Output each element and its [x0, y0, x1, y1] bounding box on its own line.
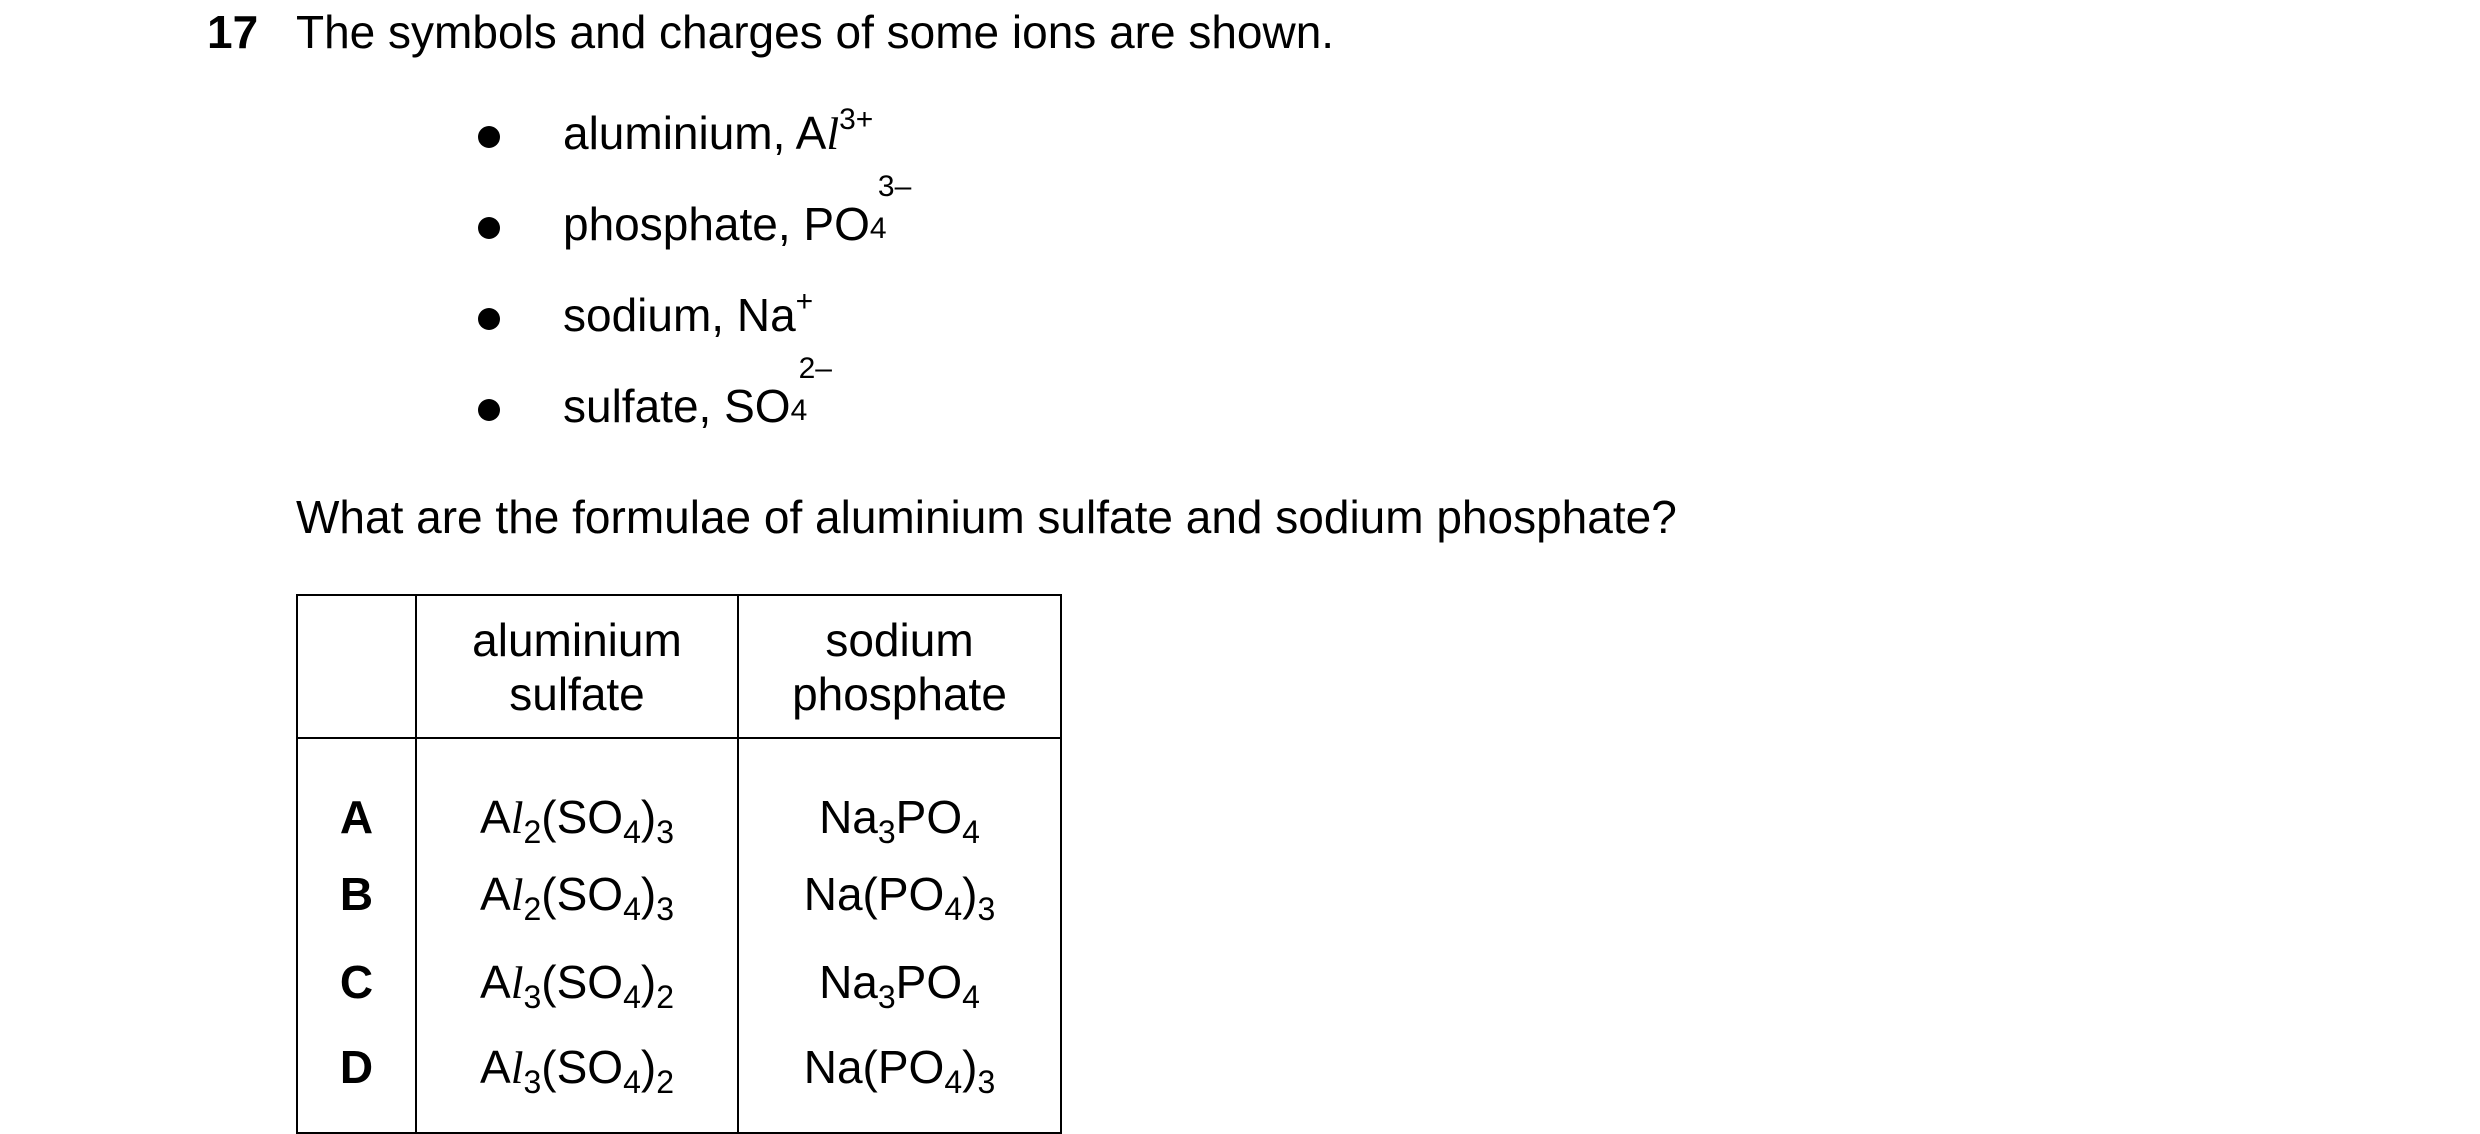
ion-name: aluminium,	[563, 107, 796, 159]
ion-text	[563, 285, 813, 345]
formula-aluminium-sulfate: $Al_3(SO_4)_2$	[416, 1026, 738, 1133]
formula-sodium-phosphate: $Na_3PO_4$	[738, 938, 1061, 1026]
option-key[interactable]: A	[297, 738, 416, 850]
header-sodium-phosphate	[738, 595, 1061, 738]
ion-subsup	[869, 170, 912, 245]
ion-name: sulfate,	[563, 380, 725, 432]
ion-name: sodium,	[563, 289, 737, 341]
bullet-icon	[478, 126, 500, 148]
bullet-icon	[478, 399, 500, 421]
bullet-icon	[478, 308, 500, 330]
ion-symbol: PO	[803, 198, 870, 250]
ion-charge: 3+	[839, 102, 874, 136]
question-number: 17	[207, 6, 259, 58]
option-key[interactable]: B	[297, 850, 416, 938]
ion-name: phosphate,	[563, 198, 804, 250]
header-text: aluminium	[472, 613, 682, 666]
ion-symbol-italic: l	[826, 108, 840, 159]
question-stem: The symbols and charges of some ions are shown.	[296, 6, 1335, 58]
header-aluminium-sulfate	[416, 595, 738, 738]
ion-text	[563, 103, 873, 164]
header-text: sodium	[825, 613, 974, 666]
ion-subscript: 4	[869, 212, 887, 245]
formula-aluminium-sulfate: $Al_3(SO_4)_2$	[416, 938, 738, 1026]
table-row-a[interactable]	[297, 738, 1061, 850]
table-row-d[interactable]	[297, 1026, 1061, 1133]
question-prompt: What are the formulae of aluminium sulfate and sodium phosphate?	[296, 491, 1677, 543]
table-header-row	[297, 595, 1061, 738]
table-row-b[interactable]	[297, 850, 1061, 938]
ion-text	[563, 352, 832, 436]
option-key[interactable]: C	[297, 938, 416, 1026]
option-key[interactable]: D	[297, 1026, 416, 1133]
header-text: sulfate	[509, 667, 645, 720]
ion-charge: 2–	[798, 352, 832, 385]
header-text: phosphate	[792, 667, 1007, 720]
formula-sodium-phosphate: $Na(PO_4)_3$	[738, 850, 1061, 938]
answer-table	[296, 594, 1062, 1134]
ion-charge: 3–	[877, 170, 912, 203]
formula-aluminium-sulfate: $Al_2(SO_4)_3$	[416, 738, 738, 850]
ion-symbol: SO	[724, 380, 791, 432]
ion-text	[563, 170, 912, 254]
ion-subscript: 4	[790, 394, 808, 427]
ion-charge: +	[795, 284, 814, 318]
ion-symbol: A	[795, 107, 827, 159]
formula-aluminium-sulfate: $Al_2(SO_4)_3$	[416, 850, 738, 938]
formula-sodium-phosphate: $Na(PO_4)_3$	[738, 1026, 1061, 1133]
ion-symbol: Na	[736, 289, 796, 341]
table-row-c[interactable]	[297, 938, 1061, 1026]
ion-subsup	[790, 352, 832, 427]
formula-sodium-phosphate: $Na_3PO_4$	[738, 738, 1061, 850]
bullet-icon	[478, 217, 500, 239]
header-key-cell	[297, 595, 416, 738]
